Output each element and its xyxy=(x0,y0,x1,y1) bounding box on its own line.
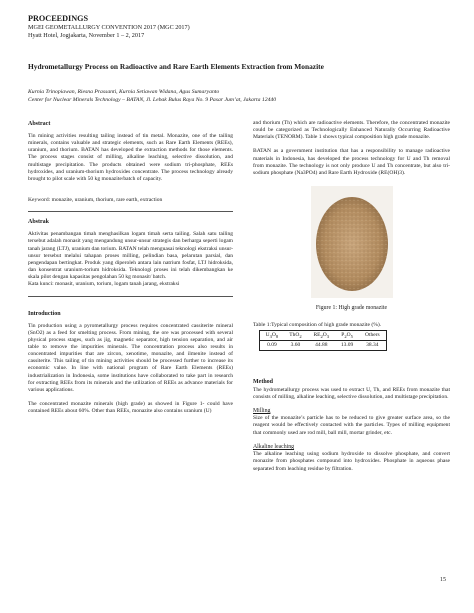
method-paragraph: The hydrometallurgy process was used to extract U, Th, and REEs from monazite that consists of milling, alkaline leaching, selective dissolution, and multistage precipitation. xyxy=(253,386,450,400)
cell-tho2: 3.60 xyxy=(284,341,307,350)
cell-p2o5: 13.09 xyxy=(336,341,359,350)
proceedings-label: PROCEEDINGS xyxy=(28,14,89,23)
header-u3o8: $U_3O_8$ xyxy=(260,331,284,341)
abstrak-keywords: Kata kunci: monasit, uranium, torium, logam tanah jarang, ekstraksi xyxy=(28,281,180,288)
right-column xyxy=(253,120,450,480)
conference-name: MGEI GEOMETALLURGY CONVENTION 2017 (MGC 2017) xyxy=(28,23,190,31)
composition-table xyxy=(259,330,387,350)
right-paragraph-2: BATAN as a government institution that has a responsibility to manage radioactive materials in Indonesia, has developed the process technology for U and Th removal from monazite. The technology is not only produce U and Th concentrate, but also tri-sodium phosphate (Na3PO4) and Rare Earth Hydroxide (RE(OH)3). xyxy=(253,148,450,176)
alkaline-leaching-heading: Alkaline leaching xyxy=(253,443,295,450)
abstract-keywords: Keyword: monazite, uranium, thorium, rare earth, extraction xyxy=(28,197,163,204)
divider xyxy=(28,211,233,212)
abstrak-text: Aktivitas penambangan timah menghasilkan logam timah serta tailing. Salah satu tailing tersebut adalah monasit yang mengandung unsur-unsur strategis dan berharga seperti logam tanah jarang (LTJ), uranium dan torium. BATAN telah menguasai teknologi ekstraksi unsur-unsur tersebut melalui tahapan proses milling, pelindian basa, pelarutan parsial, dan pengendapan bertingkat. Produk yang diperoleh antara lain natrium fosfat, LTJ hidroksida, dan konsentrat uranium-torium hidroksida. Teknologi proses ini telah dikembangkan ke skala pilot dengan kapasitas pengolahan 50 kg monasit/ batch. xyxy=(28,231,233,281)
left-column xyxy=(28,120,233,422)
paper-title: Hydrometallurgy Process on Radioactive and Rare Earth Elements Extraction from Monazite xyxy=(28,62,324,71)
introduction-paragraph-2: The concentrated monazite minerals (high grade) as showed in Figure 1- could have contained REEs about 60%. Other than REEs, monazite also contains uranium (U) xyxy=(28,401,233,415)
monazite-sand-image xyxy=(311,186,393,298)
page-number: 15 xyxy=(440,577,446,583)
header-tho2: ThO$_2$ xyxy=(284,331,307,341)
conference-venue: Hyatt Hotel, Jogjakarta, November 1 – 2, 2017 xyxy=(28,31,145,39)
milling-text: Size of the monazite’s particle has to be reduced to give greater surface area, so the reagent would be effectively contacted with the particles. Types of milling equipment that commonly used are rod mill, ball mill, mortar grinder, etc. xyxy=(253,415,450,436)
figure-caption: Figure 1: High grade monazite xyxy=(315,305,388,312)
header-p2o5: $P_2O_5$ xyxy=(336,331,359,341)
right-paragraph-1: and thorium (Th) which are radioactive elements. Therefore, the concentrated monazite could be categorized as Technologically Enhanced Naturally Occurring Radioactive Materials (TENORM). Table 1 shows typical composition high grade monazite. xyxy=(253,120,450,141)
abstract-text: Tin mining activities resulting tailing instead of tin metal. Monazite, one of the tailing minerals, contains valuable and strategic elements, such as Rare Earth Elements (REEs), uranium, and thorium. BATAN has developed the extraction methods for those elements. The process stages consist of milling, alkaline leaching, selective dissolution, and multistage precipitation. The products obtained were sodium tri-phosphate, REEs hydroxides, and uranium-thorium hydroxides concentrate. The process technology already brought to pilot scale with 50 kg monazite/batch of capacity. xyxy=(28,133,233,182)
monazite-figure xyxy=(253,184,450,302)
cell-u3o8: 0.09 xyxy=(260,341,284,350)
cell-re2o3: 44.88 xyxy=(307,341,335,350)
alkaline-leaching-text: The alkaline leaching using sodium hydroxide to dissolve phosphate, and convert monazite from phosphates compound into hydroxides. Phosphate in aqueous phase separated from leaching residue by filtration. xyxy=(253,451,450,472)
proceedings-header xyxy=(28,14,448,40)
introduction-paragraph-1: Tin production using a pyrometallurgy process requires concentrated cassiterite mineral (SnO2) as a feed for smelting process. From mining, the ore was processed with several physical process stages, such as jig, magnetic separator, high tension separation, and air table to remove the impurities minerals. The concentration process also results in concentrated impurities that are zircon, xenotime, monazite, and ilmenite instead of cassiterite. This tailing of tin mining activities should be processed further to increase its economic value. In line with national program of Rare Earth Elements (REEs) industrialization in Indonesia, some institutions have collaborated to take part in research for extracting REEs from its minerals and the utilization of REEs as advance materials for various applications. xyxy=(28,322,233,393)
abstrak-heading: Abstrak xyxy=(28,219,50,226)
method-heading: Method xyxy=(253,378,273,385)
table-header-row xyxy=(260,331,387,341)
header-others: Others xyxy=(359,331,387,341)
cell-others: 38.34 xyxy=(359,341,387,350)
divider xyxy=(28,296,233,297)
table-caption: Table 1:Typical composition of high grade monazite (%). xyxy=(253,322,382,329)
header-re2o3: $RE_2O_3$ xyxy=(307,331,335,341)
author-block xyxy=(28,88,448,104)
affiliation: Center for Nuclear Minerals Technology – BATAN, Jl. Lebak Bulus Raya No. 9 Pasar Jum’at, Jakarta 12440 xyxy=(28,97,277,103)
table-row xyxy=(260,341,387,350)
introduction-heading: Introduction xyxy=(28,310,61,317)
abstract-heading: Abstract xyxy=(28,121,51,127)
milling-heading: Milling xyxy=(253,407,271,414)
author-list: Kurnia Trinopiawan, Riesna Prassanti, Kurnia Setiawan Widana, Agus Sumaryanto xyxy=(28,89,220,95)
